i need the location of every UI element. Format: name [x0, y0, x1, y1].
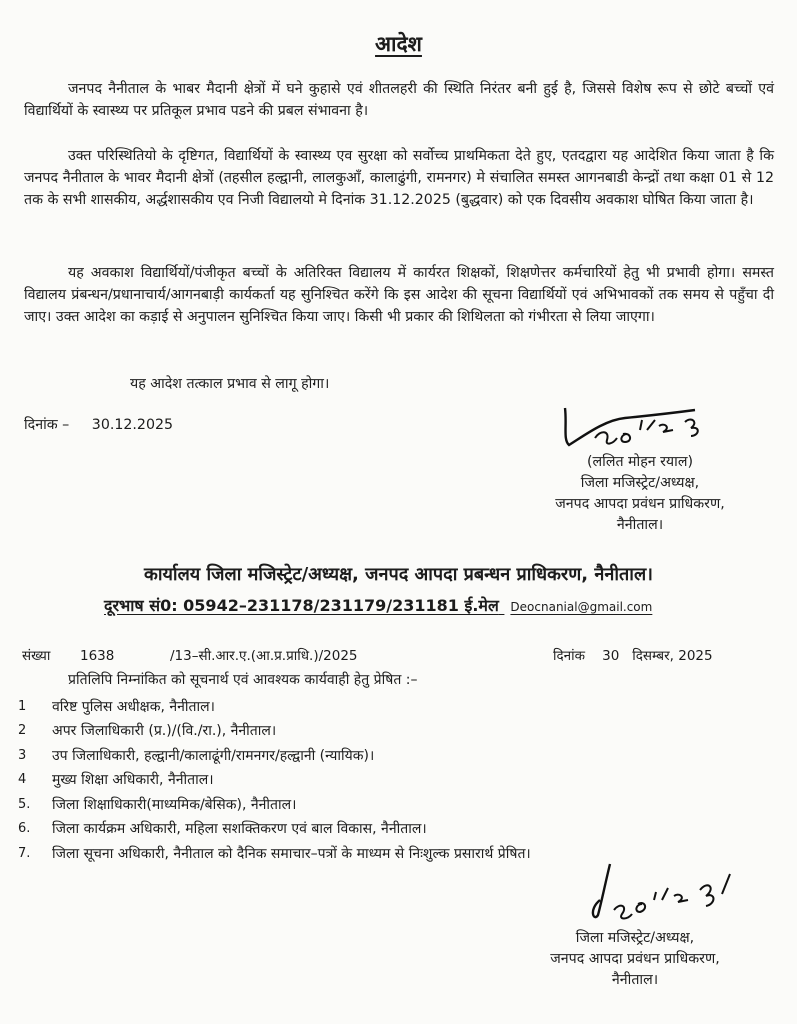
office-header: कार्यालय जिला मजिस्ट्रेट/अध्यक्ष, जनपद आपदा प्रबन्धन प्राधिकरण, नैनीताल। — [144, 564, 653, 585]
list-number: 5. — [18, 796, 31, 812]
email-address: Deocnanial@gmail.com — [510, 600, 653, 614]
signatory-designation-1: जिला मजिस्ट्रेट/अध्यक्ष, — [580, 475, 700, 491]
paragraph-3 — [24, 262, 774, 328]
list-number: 2 — [18, 723, 27, 739]
list-text: उप जिलाधिकारी, हल्द्वानी/कालाढूंगी/रामनगर/हल्द्वानी (न्यायिक)। — [52, 747, 375, 764]
list-text: वरिष्ट पुलिस अधीक्षक, नैनीताल। — [52, 698, 215, 715]
list-item — [18, 694, 531, 719]
list-item — [18, 719, 531, 744]
reference-num: 1638 — [80, 648, 115, 664]
reference-number — [22, 646, 358, 664]
list-text: जिला सूचना अधिकारी, नैनीताल को दैनिक समाचार–पत्रों के माध्यम से निःशुल्क प्रसारार्थ प्रेषित। — [52, 845, 531, 862]
list-text: जिला कार्यक्रम अधिकारी, महिला सशक्तिकरण एवं बाल विकास, नैनीताल। — [52, 821, 427, 838]
list-text: जिला शिक्षाधिकारी(माध्यमिक/बेसिक), नैनीताल। — [52, 796, 297, 813]
copy-line: प्रतिलिपि निम्नांकित को सूचनार्थ एवं आवश्यक कार्यवाही हेतु प्रेषित :– — [68, 672, 418, 688]
signature-block-1 — [520, 452, 760, 536]
order-title: आदेश — [375, 32, 422, 56]
list-number: 4 — [18, 772, 27, 788]
reference-date: दिनांक 30 दिसम्बर, 2025 — [553, 648, 713, 664]
list-text: अपर जिलाधिकारी (प्र.)/(वि./रा.), नैनीताल। — [52, 723, 277, 740]
signatory-designation-2: जनपद आपदा प्रवंधन प्राधिकरण, — [550, 951, 720, 967]
list-item — [18, 768, 531, 793]
signature-2-mark — [580, 860, 770, 930]
signatory-designation-2: जनपद आपदा प्रवंधन प्राधिकरण, — [555, 496, 725, 512]
list-item — [18, 841, 531, 866]
list-number: 1 — [18, 698, 27, 714]
list-number: 6. — [18, 821, 31, 837]
contact-line — [104, 594, 652, 616]
signature-block-2 — [505, 928, 765, 991]
reference-code: /13–सी.आर.ए.(आ.प्र.प्राधि.)/2025 — [170, 648, 358, 664]
list-number: 7. — [18, 845, 31, 861]
phone-text: दूरभाष सं0: 05942–231178/231179/231181 ई.मेल — [104, 596, 499, 615]
paragraph-3-text: यह अवकाश विद्यार्थियों/पंजीकृत बच्चों के अतिरिक्त विद्यालय में कार्यरत शिक्षकों, शिक्षणेत्तर कर्मचारियों हेतु भी प्रभावी होगा। समस्त विद्यालय प्रंबन्धन/प्रधानाचार्य/आगनबाड़ी कार्यकर्ता यह सुनिश्चित करेंगे कि इस आदेश की सूचना विद्यार्थियों एवं अभिभावकों तक समय से पहुँचा दी जाए। उक्त आदेश का कड़ाई से अनुपालन सुनिश्चित किया जाए। किसी भी प्रकार की शिथिलता को गंभीरता से लिया जाएगा। — [24, 265, 774, 325]
signatory-name: (ललित मोहन रयाल) — [587, 454, 693, 470]
signatory-designation-1: जिला मजिस्ट्रेट/अध्यक्ष, — [575, 930, 695, 946]
paragraph-4: यह आदेश तत्काल प्रभाव से लागू होगा। — [130, 376, 330, 392]
signature-1-mark — [555, 400, 755, 460]
signatory-place: नैनीताल। — [611, 972, 659, 988]
paragraph-2 — [24, 145, 774, 211]
paragraph-1 — [24, 78, 774, 122]
list-item — [18, 792, 531, 817]
recipient-list — [18, 694, 531, 866]
paragraph-1-text: जनपद नैनीताल के भाबर मैदानी क्षेत्रों में घने कुहासे एवं शीतलहरी की स्थिति निरंतर बनी हुई है, जिससे विशेष रूप से छोटे बच्चों एवं विद्यार्थियों के स्वास्थ्य पर प्रतिकूल प्रभाव पडने की प्रबल संभावना है। — [24, 81, 774, 119]
signatory-place: नैनीताल। — [616, 517, 664, 533]
list-item — [18, 743, 531, 768]
reference-label: संख्या — [22, 648, 51, 664]
order-date: दिनांक – 30.12.2025 — [24, 417, 174, 433]
list-text: मुख्य शिक्षा अधिकारी, नैनीताल। — [52, 772, 214, 789]
paragraph-2-text: उक्त परिस्थितियो के दृष्टिगत, विद्यार्थियों के स्वास्थ्य एव सुरक्षा को सर्वोच्च प्राथमिकता देते हुए, एतदद्वारा यह आदेशित किया जाता है कि जनपद नैनीताल के भावर मैदानी क्षेत्रों (तहसील हल्द्वानी, लालकुआँ, कालाढुंगी, रामनगर) मे संचालित समस्त आगनबाडी केन्द्रों तथा कक्षा 01 से 12 तक के सभी शासकीय, अर्द्धशासकीय एव निजी विद्यालयो मे दिनांक 31.12.2025 (बुद्धवार) को एक दिवसीय अवकाश घोषित किया जाता है। — [24, 148, 775, 208]
list-item — [18, 817, 531, 842]
list-number: 3 — [18, 747, 27, 763]
